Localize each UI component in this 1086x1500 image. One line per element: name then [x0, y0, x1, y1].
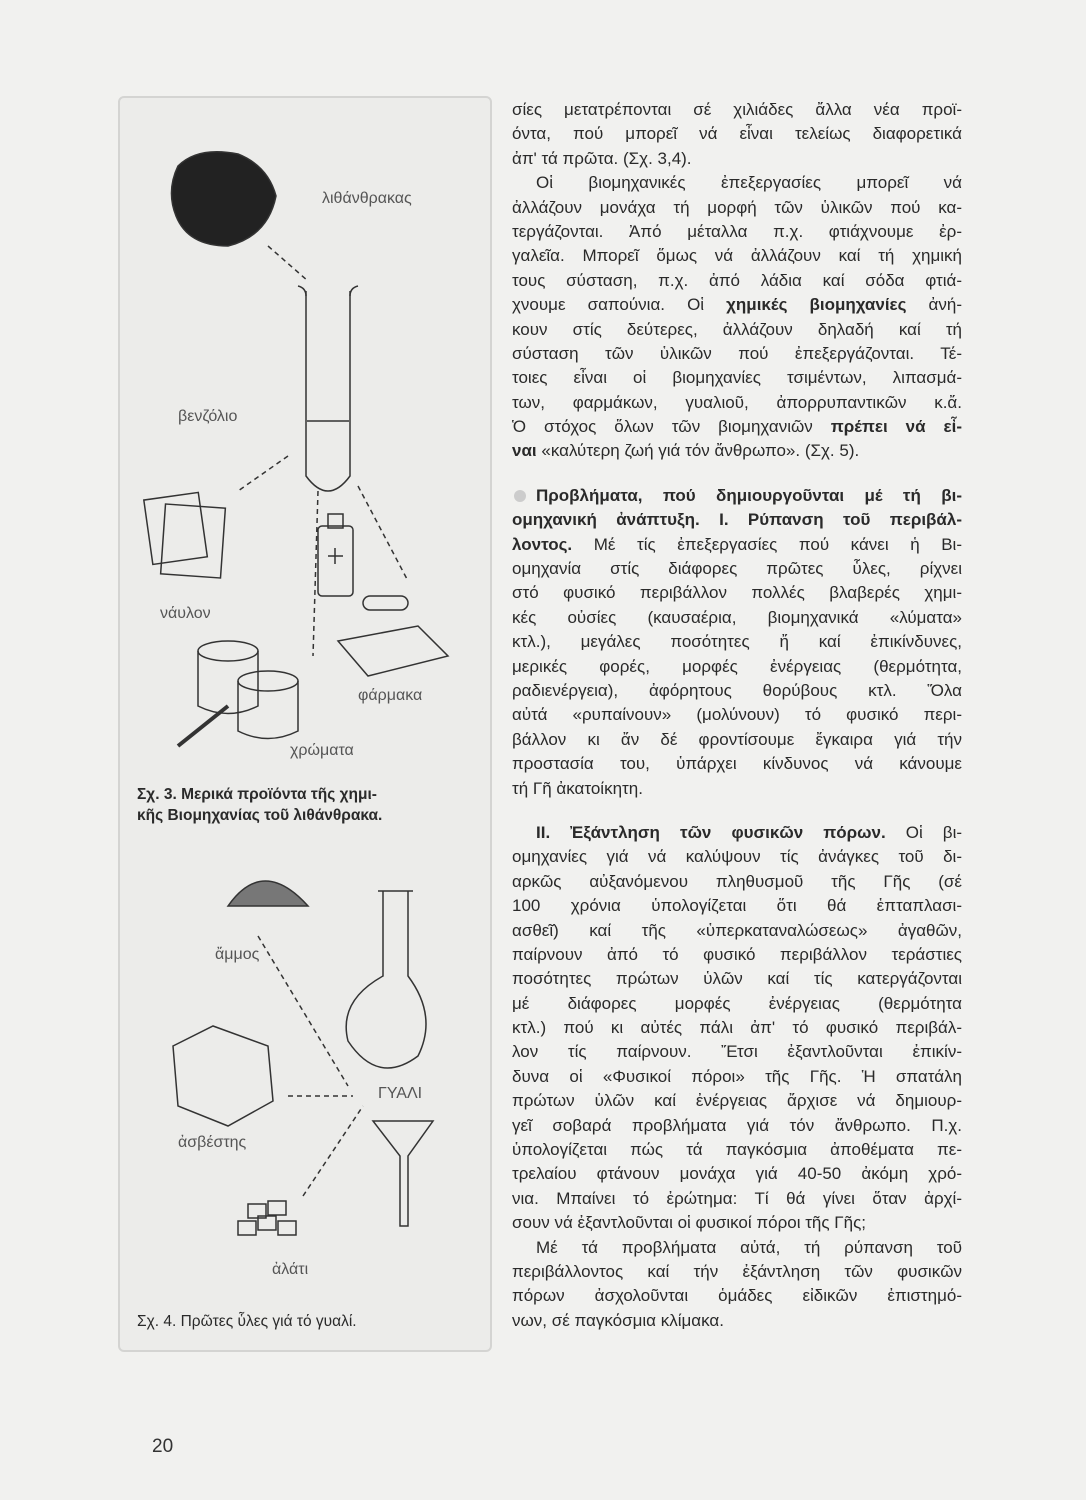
text-segment: αρκῶς αὐξανόμενου πληθυσμοῦ τῆς Γῆς (σέ [512, 871, 962, 891]
text-segment: λον τίς παίρνουν. Ἔτσι ἐξαντλοῦνται ἐπικίν- [512, 1042, 962, 1062]
text-line [512, 655, 962, 679]
text-line [512, 581, 962, 605]
medicine-bottle-icon [318, 514, 448, 676]
text-line [512, 679, 962, 703]
text-segment: αὐτά «ρυπαίνουν» (μολύνουν) τό φυσικό περι- [512, 705, 962, 725]
text-line [512, 293, 962, 317]
text-segment: Ὁ στόχος ὅλων τῶν βιομηχανιῶν [512, 417, 831, 437]
text-line [512, 533, 962, 557]
text-segment: Οἱ βιομηχανικές ἐπεξεργασίες μπορεῖ νά [536, 173, 962, 193]
nylon-bags-icon [144, 492, 226, 578]
text-line [512, 967, 962, 991]
text-line [512, 777, 962, 801]
text-segment: ασθεῖ) καί τῆς «ὑπερκαταναλώσεως» ἀγαθῶν, [512, 920, 962, 940]
text-line [512, 606, 962, 630]
text-line [512, 98, 962, 122]
paragraph-gap [512, 801, 962, 821]
text-segment: τρελαίου φτάνουν μονάχα γιά 40-50 ἀκόμη χρό- [512, 1164, 962, 1184]
sand-pile-icon [228, 881, 308, 906]
label-medicines: φάρμακα [358, 687, 423, 704]
text-line [512, 220, 962, 244]
text-segment: 100 χρόνια ὑπολογίζεται ὅτι θά ἑπταπλασι- [512, 896, 962, 916]
text-line [512, 1162, 962, 1186]
text-line [512, 1236, 962, 1260]
text-line [512, 171, 962, 195]
text-segment: πρώτων ὑλῶν καί ἐνέργειας ἄρχισε νά δημιουρ- [512, 1091, 962, 1111]
text-line [512, 1065, 962, 1089]
text-line [512, 703, 962, 727]
text-line [512, 391, 962, 415]
bold-text: χημικές βιομηχανίες [726, 295, 907, 315]
text-line [512, 439, 962, 463]
bold-text: Προβλήματα, πού δημιουργοῦνται μέ τή βι- [536, 485, 962, 505]
text-segment: των, φαρμάκων, γυαλιοῦ, ἀπορρυπαντικῶν κ.ἄ. [512, 392, 962, 412]
bullet-icon [514, 490, 526, 502]
text-segment: ἀλλάζουν μονάχα τή μορφή τῶν ὑλικῶν πού κα- [512, 197, 962, 217]
page-number: 20 [152, 1436, 174, 1457]
text-segment: ὑπολογίζεται πώς τά παγκόσμια ἀποθέματα πε- [512, 1140, 962, 1160]
bold-text: ΙΙ. Ἐξάντληση τῶν φυσικῶν πόρων. [536, 822, 886, 842]
text-line [512, 1211, 962, 1235]
text-segment: Μέ τίς ἐπεξεργασίες πού κάνει ἡ Βι- [572, 534, 962, 554]
label-benzene: βενζόλιο [178, 408, 238, 425]
text-segment: δυνα οἱ «Φυσικοί πόροι» τῆς Γῆς. Ἡ σπατάλη [512, 1066, 962, 1086]
bold-text: ομηχανική ἀνάπτυξη. Ι. Ρύπανση τοῦ περιβάλ- [512, 510, 962, 530]
text-segment: νων, σέ παγκόσμια κλίμακα. [512, 1310, 724, 1330]
bold-text: ναι [512, 441, 537, 461]
text-segment: πόρων ἀσχολοῦνται ὁμάδες εἰδικῶν ἐπιστημό- [512, 1286, 962, 1306]
text-segment: κτλ.) πού κι αὐτές πάλι ἀπ' τό φυσικό περιβάλ- [512, 1018, 962, 1038]
text-segment: Οἱ βι- [885, 822, 963, 842]
text-segment: τους σύσταση, π.χ. ἀπό λάδια καί σόδα φτιά- [512, 270, 962, 290]
text-segment: περιβάλλοντος καί τήν ἐξάντληση τῶν φυσικῶν [512, 1261, 962, 1281]
text-segment: κτλ.), μεγάλες ποσότητες ἤ καί ἐπικίνδυνες, [512, 632, 962, 652]
text-line [512, 122, 962, 146]
text-segment: παίρνουν ἀπό τό φυσικό περιβάλλον τεράστιες [512, 944, 962, 964]
text-segment: γεῖ σοβαρά προβλήματα γιά τόν ἄνθρωπο. Π.χ. [512, 1115, 962, 1135]
text-segment: κουν στίς δεύτερες, ἀλλάζουν δηλαδή καί τή [512, 319, 962, 339]
text-line [512, 1040, 962, 1064]
text-segment: μέ διάφορες μορφές ἐνέργειας (θερμότητα [512, 993, 962, 1013]
text-line [512, 728, 962, 752]
text-line [512, 1309, 962, 1333]
body-text-column [512, 98, 962, 1333]
text-line [512, 147, 962, 171]
paragraph-gap [512, 464, 962, 484]
figure-illustrations [118, 96, 498, 1356]
text-segment: στό φυσικό περιβάλλον πολλές βλαβερές χημι- [512, 583, 962, 603]
text-line [512, 557, 962, 581]
text-segment: μερικές φορές, μορφές ἐνέργειας (θερμότητα, [512, 656, 962, 676]
text-segment: ομηχανίες γιά νά καλύψουν τίς ἀνάγκες τοῦ δι- [512, 847, 962, 867]
text-line [512, 845, 962, 869]
figure3-caption: Σχ. 3. Μερικά προϊόντα τῆς χημι- κῆς Βιομηχανίας τοῦ λιθάνθρακα. [137, 786, 383, 824]
limestone-icon [173, 1026, 273, 1126]
text-segment: Μέ τά προβλήματα αὐτά, τή ρύπανση τοῦ [536, 1237, 962, 1257]
text-line [512, 821, 962, 845]
text-segment: σύσταση τῶν ὑλικῶν πού ἐπεξεργάζονται. Τέ- [512, 343, 962, 363]
text-segment: «καλύτερη ζωή γιά τόν ἄνθρωπο». (Σχ. 5). [536, 441, 860, 461]
text-segment: νια. Μπαίνει τό ἐρώτημα: Τί θά γίνει ὅταν ἀρχί- [512, 1188, 962, 1208]
text-line [512, 269, 962, 293]
text-segment: γαλεῖα. Μπορεῖ ὅμως νά ἀλλάζουν καί τή χημική [512, 246, 962, 266]
text-line [512, 508, 962, 532]
label-paints: χρώματα [290, 742, 354, 759]
text-line [512, 366, 962, 390]
text-segment: σουν νά ἐξαντλοῦνται οἱ φυσικοί πόροι τῆς Γῆς; [512, 1213, 867, 1233]
text-line [512, 630, 962, 654]
salt-crystals-icon [238, 1201, 296, 1235]
label-sand: ἄμμος [215, 946, 260, 963]
text-line [512, 919, 962, 943]
text-segment: προστασία του, ὑπάρχει κίνδυνος νά κάνουμε [512, 754, 962, 774]
text-segment: όντα, πού μπορεῖ νά εἶναι τελείως διαφορετικά [512, 124, 962, 144]
label-salt: ἀλάτι [272, 1261, 309, 1278]
text-segment: ομηχανία στίς διάφορες πρῶτες ὗλες, ρίχνει [512, 559, 962, 579]
text-line [512, 484, 962, 508]
text-segment: τεργάζονται. Ἀπό μέταλλα π.χ. φτιάχνουμε ἐρ- [512, 221, 962, 241]
label-glass: ΓΥΑΛΙ [378, 1085, 423, 1102]
text-line [512, 1114, 962, 1138]
coal-lump-icon [171, 152, 276, 246]
text-line [512, 318, 962, 342]
label-lime: ἀσβέστης [178, 1134, 247, 1151]
test-tube-icon [298, 286, 358, 491]
text-segment: χνουμε σαπούνια. Οἱ [512, 295, 727, 315]
text-segment: ποσότητες πρώτων ὑλῶν καί τίς κατεργάζονται [512, 969, 962, 989]
text-line [512, 342, 962, 366]
text-line [512, 943, 962, 967]
text-line [512, 415, 962, 439]
paint-cans-icon [178, 641, 298, 746]
text-line [512, 870, 962, 894]
text-line [512, 1089, 962, 1113]
text-segment: τή Γῆ ἀκατοίκητη. [512, 778, 643, 798]
label-nylon: νάυλον [160, 605, 211, 622]
text-line [512, 1260, 962, 1284]
text-line [512, 1138, 962, 1162]
text-segment: ἀπ' τά πρῶτα. (Σχ. 3,4). [512, 148, 692, 168]
funnel-icon [373, 1121, 433, 1226]
text-line [512, 196, 962, 220]
text-line [512, 1187, 962, 1211]
text-segment: βάλλον κι ἄν δέ φροντίσουμε ἔγκαιρα γιά τήν [512, 729, 962, 749]
label-coal: λιθάνθρακας [322, 190, 412, 207]
text-line [512, 894, 962, 918]
text-line [512, 1016, 962, 1040]
text-segment: κές οὐσίες (καυσαέρια, βιομηχανικά «λύματα» [512, 607, 962, 627]
text-line [512, 992, 962, 1016]
text-line [512, 1284, 962, 1308]
bold-text: πρέπει νά εἶ- [830, 417, 962, 437]
text-segment: ἀνή- [906, 295, 962, 315]
bold-text: λοντος. [512, 534, 573, 554]
text-segment: σίες μετατρέπονται σέ χιλιάδες ἄλλα νέα προϊ- [512, 100, 962, 119]
flask-icon [346, 891, 426, 1068]
text-line [512, 752, 962, 776]
text-segment: τοιες εἶναι οἱ βιομηχανίες τσιμέντων, λιπασμά- [512, 368, 962, 388]
figure4-caption: Σχ. 4. Πρῶτες ὗλες γιά τό γυαλί. [137, 1313, 357, 1330]
text-line [512, 244, 962, 268]
text-segment: ραδιενέργεια), ἀφόρητους θορύβους κτλ. Ὅλα [512, 680, 962, 700]
